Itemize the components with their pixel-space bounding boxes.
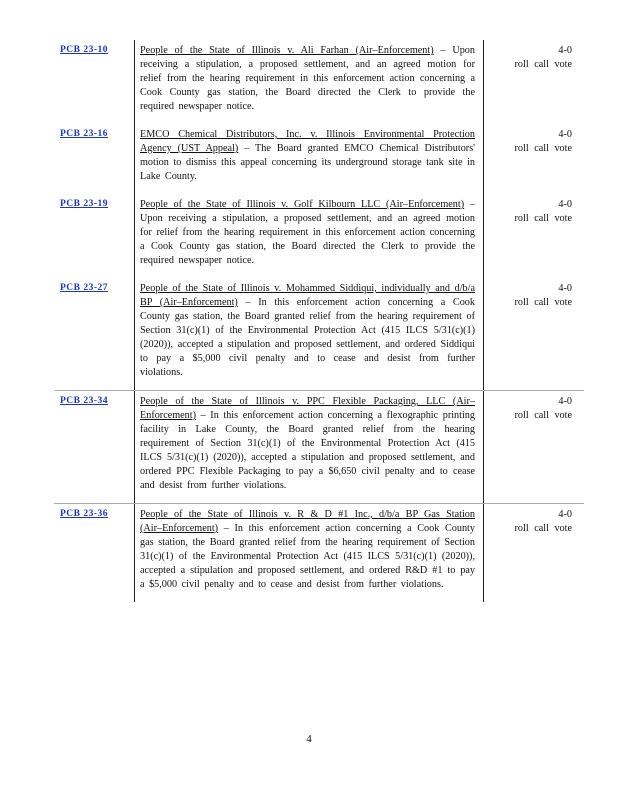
case-summary: – In this enforcement action concerning a flexographic printing facility in Lake County, the Board granted relief from the hearing requirement of Section 31(c)(1) of the Environmental Protection Act (415 ILCS 5/31(c)(1) (2020)), accepted a stipulation and proposed settlement, and ordered PPC Flexible Packaging to pay a $6,650 civil penalty and to cease and desist from further violations. xyxy=(140,410,475,491)
vote-count: 4-0 xyxy=(558,396,572,407)
vote-type: roll call vote xyxy=(514,143,572,154)
vote-cell xyxy=(484,504,584,602)
case-title: People of the State of Illinois v. R & D #1 Inc., d/b/a BP Gas Station (Air–Enforcement) xyxy=(140,509,475,534)
case-row xyxy=(54,40,584,124)
vote-cell xyxy=(484,194,584,278)
case-row xyxy=(54,503,584,602)
case-number xyxy=(54,504,134,602)
vote-type: roll call vote xyxy=(514,410,572,421)
vote-count: 4-0 xyxy=(558,509,572,520)
vote-count: 4-0 xyxy=(558,199,572,210)
case-summary: – In this enforcement action concerning a Cook County gas station, the Board granted relief from the hearing requirement of Section 31(c)(1) of the Environmental Protection Act (415 ILCS 5/31(c)(1) (2020)), accepted a stipulation and proposed settlement, and ordered Siddiqui to pay a $5,000 civil penalty and to cease and desist from further violations. xyxy=(140,297,475,378)
case-number xyxy=(54,391,134,503)
case-table xyxy=(54,40,584,602)
case-row xyxy=(54,124,584,194)
vote-type: roll call vote xyxy=(514,213,572,224)
case-title: People of the State of Illinois v. Ali Farhan (Air–Enforcement) xyxy=(140,45,434,56)
page-number: 4 xyxy=(306,733,312,745)
case-row xyxy=(54,390,584,503)
case-summary: – The Board granted EMCO Chemical Distributors' motion to dismiss this appeal concerning its underground storage tank site in Lake County. xyxy=(140,143,475,182)
case-description xyxy=(134,40,484,124)
case-title: People of the State of Illinois v. Golf Kilbourn LLC (Air–Enforcement) xyxy=(140,199,465,210)
case-number xyxy=(54,124,134,194)
case-number-link[interactable]: PCB 23-19 xyxy=(60,199,109,209)
case-number xyxy=(54,278,134,390)
vote-type: roll call vote xyxy=(514,59,572,70)
case-summary: – In this enforcement action concerning a Cook County gas station, the Board granted relief from the hearing requirement of Section 31(c)(1) of the Environmental Protection Act (415 ILCS 5/31(c)(1) (2020)), accepted a stipulation and proposed settlement, and ordered R&D #1 to pay a $5,000 civil penalty and to cease and desist from further violations. xyxy=(140,523,475,590)
case-description xyxy=(134,391,484,503)
case-summary: – Upon receiving a stipulation, a proposed settlement, and an agreed motion for relief from the hearing requirement in this enforcement action concerning a Cook County gas station, the Board directed the Clerk to provide the required newspaper notice. xyxy=(140,45,475,112)
case-number xyxy=(54,194,134,278)
case-number-link[interactable]: PCB 23-36 xyxy=(60,509,109,519)
case-number-link[interactable]: PCB 23-27 xyxy=(60,283,109,293)
vote-cell xyxy=(484,391,584,503)
case-title: People of the State of Illinois v. PPC Flexible Packaging, LLC (Air–Enforcement) xyxy=(140,396,475,421)
case-number-link[interactable]: PCB 23-34 xyxy=(60,396,109,406)
case-description xyxy=(134,278,484,390)
vote-count: 4-0 xyxy=(558,129,572,140)
case-number-link[interactable]: PCB 23-10 xyxy=(60,45,109,55)
case-title: EMCO Chemical Distributors, Inc. v. Illinois Environmental Protection Agency (UST Appeal) xyxy=(140,129,475,154)
case-description xyxy=(134,124,484,194)
case-description xyxy=(134,504,484,602)
case-row xyxy=(54,194,584,278)
case-row xyxy=(54,278,584,390)
case-number xyxy=(54,40,134,124)
case-summary: – Upon receiving a stipulation, a proposed settlement, and an agreed motion for relief from the hearing requirement in this enforcement action concerning a Cook County gas station, the Board directed the Clerk to provide the required newspaper notice. xyxy=(140,199,475,266)
vote-cell xyxy=(484,124,584,194)
case-number-link[interactable]: PCB 23-16 xyxy=(60,129,109,139)
vote-type: roll call vote xyxy=(514,523,572,534)
case-description xyxy=(134,194,484,278)
vote-count: 4-0 xyxy=(558,283,572,294)
case-title: People of the State of Illinois v. Mohammed Siddiqui, individually and d/b/a BP (Air–Enforcement) xyxy=(140,283,475,308)
vote-cell xyxy=(484,278,584,390)
vote-count: 4-0 xyxy=(558,45,572,56)
vote-cell xyxy=(484,40,584,124)
vote-type: roll call vote xyxy=(514,297,572,308)
